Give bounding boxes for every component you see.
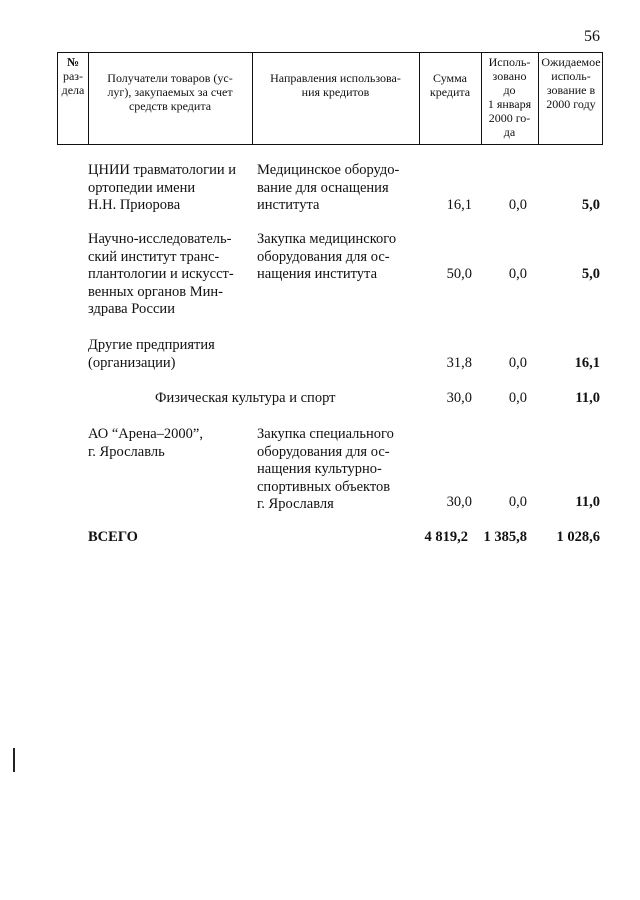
header-col-expected: Ожидаемое исполь- зование в 2000 году [541,55,601,111]
section-expected: 11,0 [575,390,600,406]
row-2-used: 0,0 [508,266,527,282]
section-used: 0,0 [508,390,527,406]
header-col-used: Исполь- зовано до 1 января 2000 го- да [487,55,532,139]
total-expected: 1 028,6 [556,529,600,545]
row-1-recipient: ЦНИИ травматологии и ортопедии имени Н.Н. Приорова [88,162,236,213]
arena-used: 0,0 [508,494,527,510]
row-3-recipient: Другие предприятия (организации) [88,337,215,371]
arena-recipient: АО “Арена–2000”, г. Ярославль [88,426,203,460]
table-header [57,52,603,145]
scan-mark [13,748,15,772]
row-2-recipient: Научно-исследователь- ский институт транс- плантологии и искусст- венных органов Мин- здрава России [88,231,234,317]
row-3-expected: 16,1 [574,355,600,371]
header-col-amount: Сумма кредита [429,71,471,99]
header-col-directions: Направления использова- ния кредитов [270,71,401,99]
row-3-used: 0,0 [508,355,527,371]
total-label: ВСЕГО [88,529,138,545]
row-1-expected: 5,0 [581,197,600,213]
arena-expected: 11,0 [575,494,600,510]
total-amount: 4 819,2 [424,529,468,545]
row-1-direction: Медицинское оборудо- вание для оснащения института [257,162,400,213]
row-1-used: 0,0 [508,197,527,213]
page-number: 56 [584,28,600,45]
row-1-amount: 16,1 [446,197,472,213]
arena-direction: Закупка специального оборудования для ос- нащения культурно- спортивных объектов г. Ярославля [257,426,394,512]
row-2-direction: Закупка медицинского оборудования для ос- нащения института [257,231,397,282]
row-3-amount: 31,8 [446,355,472,371]
row-2-expected: 5,0 [581,266,600,282]
arena-amount: 30,0 [446,494,472,510]
header-col-number: № раз- дела [61,55,85,97]
section-title: Физическая культура и спорт [155,390,336,406]
row-2-amount: 50,0 [446,266,472,282]
total-used: 1 385,8 [483,529,527,545]
section-amount: 30,0 [446,390,472,406]
header-col-recipients: Получатели товаров (ус- луг), закупаемых за счет средств кредита [107,71,233,113]
